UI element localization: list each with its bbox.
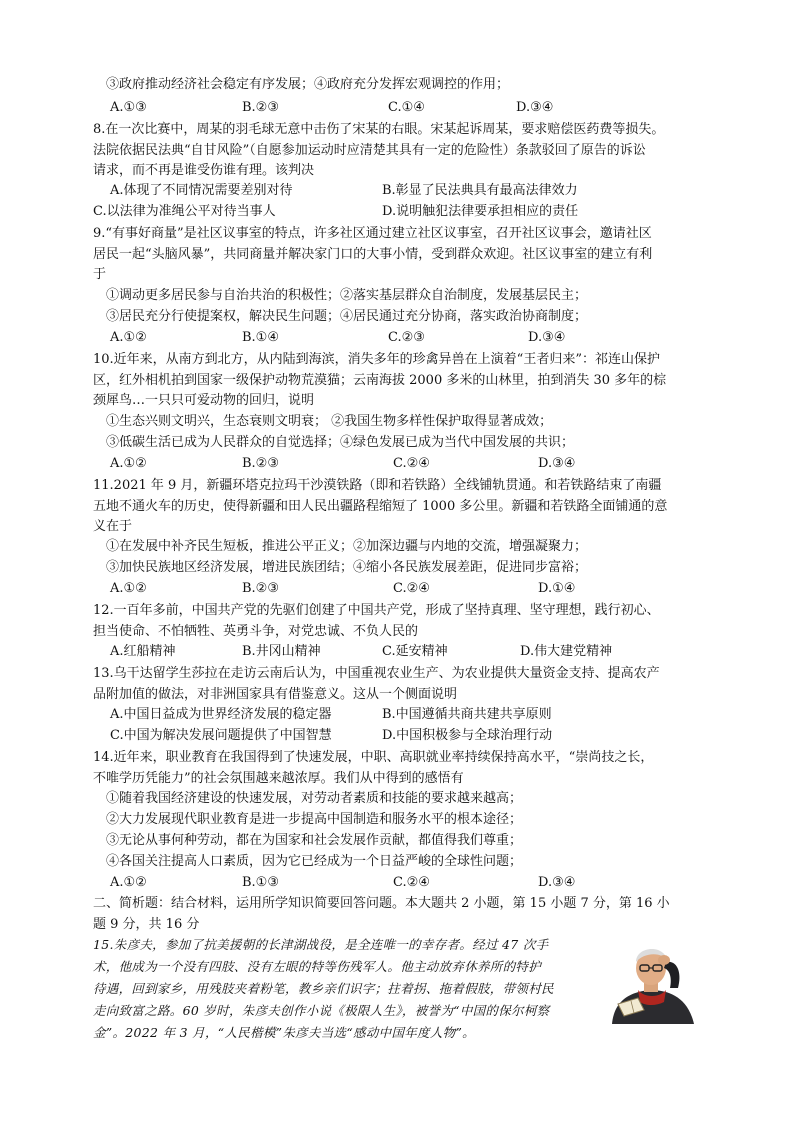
q10-stem-line: 区，红外相机拍到国家一级保护动物荒漠猫；云南海拔 2000 多米的山林里，拍到消失 30 多年的棕 bbox=[93, 373, 667, 388]
q14-stem-line: 不唯学历凭能力”的社会氛围越来越浓厚。我们从中得到的感悟有 bbox=[93, 771, 464, 786]
q10-option-b: B.②③ bbox=[242, 456, 279, 471]
q12-option-d: D.伟大建党精神 bbox=[520, 644, 613, 659]
q11-statement: ①在发展中补齐民生短板，推进公平正义；②加深边疆与内地的交流，增强凝聚力； bbox=[106, 539, 588, 554]
q12-stem-line: 担当使命、不怕牺牲、英勇斗争，对党忠诚、不负人民的 bbox=[93, 624, 419, 639]
q14-statement: ②大力发展现代职业教育是进一步提高中国制造和服务水平的根本途径； bbox=[106, 812, 523, 827]
q13-stem-line: 13.乌干达留学生莎拉在走访云南后认为，中国重视农业生产、为农业提供大量资金支持、提高农产 bbox=[93, 666, 660, 681]
q7-option-d: D.③④ bbox=[516, 100, 554, 115]
q7-option-c: C.①④ bbox=[388, 100, 425, 115]
q9-statement: ①调动更多居民参与自治共治的积极性；②落实基层群众自治制度，发展基层民主； bbox=[106, 288, 588, 303]
q8-option-b: B.彰显了民法典具有最高法律效力 bbox=[382, 183, 578, 198]
q10-option-c: C.②④ bbox=[393, 456, 430, 471]
q14-statement: ③无论从事何种劳动，都在为国家和社会发展作贡献，都值得我们尊重； bbox=[106, 833, 523, 848]
q11-stem-line: 11.2021 年 9 月，新疆环塔克拉玛干沙漠铁路（即和若铁路）全线铺轨贯通。和若铁路结束了南疆 bbox=[93, 478, 662, 493]
q15-material-line: 金”。2022 年 3 月，“人民楷模”朱彦夫当选“感动中国年度人物”。 bbox=[93, 1025, 475, 1040]
q10-stem-line: 10.近年来，从南方到北方，从内陆到海滨，消失多年的珍禽异兽在上演着“王者归来”：祁连山保护 bbox=[93, 352, 660, 367]
q11-option-b: B.②③ bbox=[242, 581, 279, 596]
q8-option-d: D.说明触犯法律要承担相应的责任 bbox=[382, 204, 579, 219]
q14-statement: ④各国关注提高人口素质，因为它已经成为一个日益严峻的全球性问题； bbox=[106, 854, 523, 869]
q9-stem-line: 居民一起“头脑风暴”，共同商量并解决家门口的大事小情，受到群众欢迎。社区议事室的建立有利 bbox=[93, 247, 653, 262]
q11-option-c: C.②④ bbox=[393, 581, 430, 596]
q7-option-b: B.②③ bbox=[242, 100, 279, 115]
q12-option-c: C.延安精神 bbox=[382, 644, 448, 659]
q7-option-a: A.①③ bbox=[110, 100, 147, 115]
q8-option-a: A.体现了不同情况需要差别对待 bbox=[110, 183, 293, 198]
q9-option-a: A.①② bbox=[110, 330, 147, 345]
q14-option-b: B.①③ bbox=[242, 875, 279, 890]
q10-stem-line: 颈犀鸟…一只只可爱动物的回归，说明 bbox=[93, 393, 315, 408]
q8-option-c: C.以法律为准绳公平对待当事人 bbox=[93, 204, 276, 219]
q9-statement: ③居民充分行使提案权，解决民生问题；④居民通过充分协商，落实政治协商制度； bbox=[106, 309, 588, 324]
q15-material-line: 术，他成为一个没有四肢、没有左眼的特等伤残军人。他主动放弃休养所的特护 bbox=[93, 959, 542, 974]
q9-stem-line: 于 bbox=[93, 267, 107, 282]
q12-stem-line: 12.一百年多前，中国共产党的先驱们创建了中国共产党，形成了坚持真理、坚守理想，践行初心、 bbox=[93, 603, 660, 618]
q13-stem-line: 品附加值的做法，对非洲国家具有借鉴意义。这从一个侧面说明 bbox=[93, 687, 458, 702]
q13-option-d: D.中国积极参与全球治理行动 bbox=[382, 728, 553, 743]
q15-material-line: 待遇，回到家乡，用残肢夹着粉笔，教乡亲们识字；拄着拐、拖着假肢，带领村民 bbox=[93, 981, 554, 996]
q11-statement: ③加快民族地区经济发展，增进民族团结；④缩小各民族发展差距，促进同步富裕； bbox=[106, 560, 588, 575]
q13-option-c: C.中国为解决发展问题提供了中国智慧 bbox=[110, 728, 332, 743]
q10-statement: ③低碳生活已成为人民群众的自觉选择；④绿色发展已成为当代中国发展的共识； bbox=[106, 435, 575, 450]
section-heading: 题 9 分，共 16 分 bbox=[93, 917, 200, 932]
q8-stem-line: 法院依据民法典“自甘风险”（自愿参加运动时应清楚其具有一定的危险性）条款驳回了原告的诉讼 bbox=[93, 143, 646, 158]
q10-statement: ①生态兴则文明兴，生态衰则文明衰； ②我国生物多样性保护取得显著成效； bbox=[106, 414, 553, 429]
portrait-photo bbox=[604, 932, 700, 1024]
q14-option-a: A.①② bbox=[110, 875, 147, 890]
q15-material-line: 15.朱彦夫，参加了抗美援朝的长津湖战役，是全连唯一的幸存者。经过 47 次手 bbox=[93, 937, 549, 952]
q13-option-b: B.中国遵循共商共建共享原则 bbox=[382, 707, 552, 722]
q14-statement: ①随着我国经济建设的快速发展，对劳动者素质和技能的要求越来越高； bbox=[106, 791, 523, 806]
q10-option-d: D.③④ bbox=[538, 456, 576, 471]
q11-option-d: D.①④ bbox=[538, 581, 576, 596]
q9-option-d: D.③④ bbox=[528, 330, 566, 345]
section-heading: 二、简析题：结合材料，运用所学知识简要回答问题。本大题共 2 小题，第 15 小题 7 分，第 16 小 bbox=[93, 896, 670, 911]
q8-stem-line: 请求，而不再是谁受伤谁有理。该判决 bbox=[93, 163, 315, 178]
q14-option-d: D.③④ bbox=[538, 875, 576, 890]
q12-option-a: A.红船精神 bbox=[110, 644, 176, 659]
q14-stem-line: 14.近年来，职业教育在我国得到了快速发展，中职、高职就业率持续保持高水平，“崇尚技之长， bbox=[93, 750, 654, 765]
q9-option-c: C.②③ bbox=[388, 330, 425, 345]
q9-option-b: B.①④ bbox=[242, 330, 279, 345]
q10-option-a: A.①② bbox=[110, 456, 147, 471]
q7-statements: ③政府推动经济社会稳定有序发展；④政府充分发挥宏观调控的作用； bbox=[106, 77, 510, 92]
q11-option-a: A.①② bbox=[110, 581, 147, 596]
q9-stem-line: 9.“有事好商量”是社区议事室的特点，许多社区通过建立社区议事室，召开社区议事会，邀请社区 bbox=[93, 226, 652, 241]
q13-option-a: A.中国日益成为世界经济发展的稳定器 bbox=[110, 707, 332, 722]
q12-option-b: B.井冈山精神 bbox=[242, 644, 321, 659]
q14-option-c: C.②④ bbox=[393, 875, 430, 890]
q11-stem-line: 五地不通火车的历史，使得新疆和田人民出疆路程缩短了 1000 多公里。新疆和若铁路全面铺通的意 bbox=[93, 499, 668, 514]
q11-stem-line: 义在于 bbox=[93, 519, 133, 534]
q15-material-line: 走向致富之路。60 岁时，朱彦夫创作小说《极限人生》，被誉为“中国的保尔柯察 bbox=[93, 1003, 550, 1018]
q8-stem-line: 8.在一次比赛中，周某的羽毛球无意中击伤了宋某的右眼。宋某起诉周某，要求赔偿医药费等损失。 bbox=[93, 122, 665, 137]
